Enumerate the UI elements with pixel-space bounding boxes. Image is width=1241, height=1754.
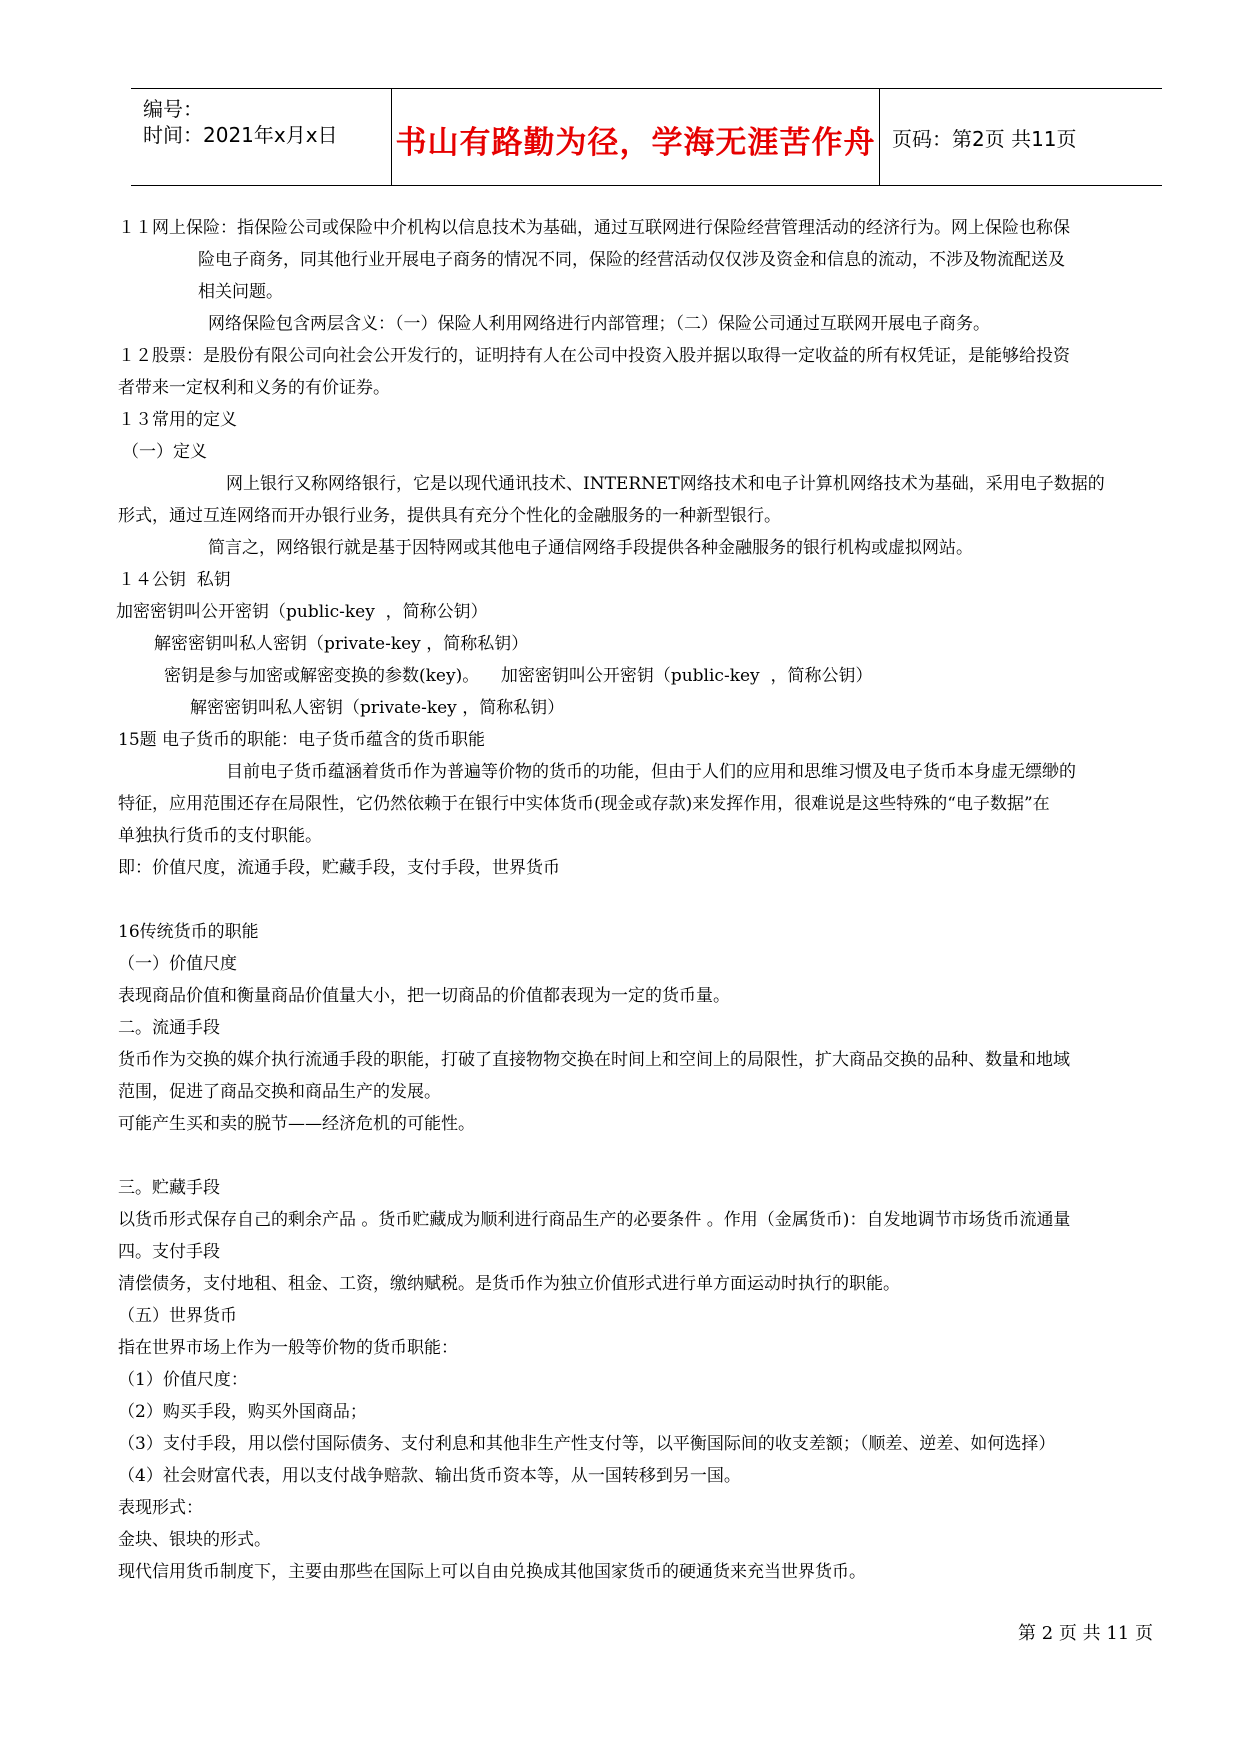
text-line: 解密密钥叫私人密钥（private-key ，简称私钥） [154,634,529,654]
header-meta-cell [131,89,392,185]
text-line: 16传统货币的职能 [118,922,259,942]
text-line: 表现商品价值和衡量商品价值量大小，把一切商品的价值都表现为一定的货币量。 [118,986,730,1006]
text-line: 二。流通手段 [118,1018,220,1038]
text-line: 15题 电子货币的职能：电子货币蕴含的货币职能 [118,730,486,750]
text-line: 单独执行货币的支付职能。 [118,826,322,846]
text-line: （一）价值尺度 [118,954,237,974]
text-line: 即：价值尺度，流通手段，贮藏手段，支付手段，世界货币 [118,858,560,878]
text-line: １１网上保险：指保险公司或保险中介机构以信息技术为基础，通过互联网进行保险经营管理活动的经济行为。网上保险也称保 [118,218,1070,238]
text-line: 三。贮藏手段 [118,1178,220,1198]
motto: 书山有路勤为径，学海无涯苦作舟 [395,125,876,161]
text-line: 形式，通过互连网络而开办银行业务，提供具有充分个性化的金融服务的一种新型银行。 [118,506,781,526]
text-line: （3）支付手段，用以偿付国际债务、支付利息和其他非生产性支付等，以平衡国际间的收支差额；（顺差、逆差、如何选择） [118,1434,1056,1454]
page-footer: 第 2 页 共 11 页 [1018,1623,1153,1644]
text-line: 四。支付手段 [118,1242,220,1262]
text-line: （五）世界货币 [118,1306,237,1326]
text-line: 加密密钥叫公开密钥（public-key ，简称公钥） [116,602,488,622]
text-line: 可能产生买和卖的脱节——经济危机的可能性。 [118,1114,475,1134]
text-line: １４公钥 私钥 [118,570,231,590]
text-line: 者带来一定权利和义务的有价证券。 [118,378,390,398]
text-line: 险电子商务，同其他行业开展电子商务的情况不同，保险的经营活动仅仅涉及资金和信息的流动，不涉及物流配送及 [198,250,1065,270]
header-motto-cell [392,89,880,185]
text-line: 特征，应用范围还存在局限性，它仍然依赖于在银行中实体货币(现金或存款)来发挥作用，很难说是这些特殊的“电子数据”在 [118,794,1050,814]
text-line: 网上银行又称网络银行，它是以现代通讯技术、INTERNET网络技术和电子计算机网络技术为基础，采用电子数据的 [226,474,1105,494]
text-line: 货币作为交换的媒介执行流通手段的职能，打破了直接物物交换在时间上和空间上的局限性，扩大商品交换的品种、数量和地域 [118,1050,1070,1070]
text-line: 解密密钥叫私人密钥（private-key ，简称私钥） [190,698,565,718]
header-page-cell [880,89,1162,185]
text-line: 密钥是参与加密或解密变换的参数(key)。 加密密钥叫公开密钥（public-key ，简称公钥） [164,666,873,686]
text-line: 网络保险包含两层含义：（一）保险人利用网络进行内部管理；（二）保险公司通过互联网开展电子商务。 [208,314,990,334]
text-line: 现代信用货币制度下，主要由那些在国际上可以自由兑换成其他国家货币的硬通货来充当世界货币。 [118,1562,866,1582]
document-header [131,88,1162,186]
document-body [118,212,1168,1588]
text-line: １３常用的定义 [118,410,237,430]
text-line: 指在世界市场上作为一般等价物的货币职能： [118,1338,458,1358]
page-label: 页码：第2页 共11页 [892,127,1077,151]
text-line: 范围，促进了商品交换和商品生产的发展。 [118,1082,441,1102]
text-line: 目前电子货币蕴涵着货币作为普遍等价物的货币的功能，但由于人们的应用和思维习惯及电子货币本身虚无缥缈的 [226,762,1076,782]
text-line: 相关问题。 [198,282,283,302]
spacer [118,1140,1168,1172]
text-line: 清偿债务，支付地租、租金、工资，缴纳赋税。是货币作为独立价值形式进行单方面运动时执行的职能。 [118,1274,900,1294]
spacer [118,884,1168,916]
text-line: （一）定义 [122,442,207,462]
text-line: 以货币形式保存自己的剩余产品 。货币贮藏成为顺利进行商品生产的必要条件 。作用（金属货币)：自发地调节市场货币流通量 [118,1210,1071,1230]
text-line: 简言之，网络银行就是基于因特网或其他电子通信网络手段提供各种金融服务的银行机构或虚拟网站。 [208,538,973,558]
text-line: （2）购买手段，购买外国商品； [118,1402,367,1422]
number-label: 编号： [143,97,203,121]
text-line: （4）社会财富代表，用以支付战争赔款、输出货币资本等，从一国转移到另一国。 [118,1466,741,1486]
time-label: 时间：2021年x月x日 [143,123,338,147]
text-line: １２股票：是股份有限公司向社会公开发行的，证明持有人在公司中投资入股并据以取得一定收益的所有权凭证，是能够给投资 [118,346,1070,366]
text-line: 金块、银块的形式。 [118,1530,271,1550]
text-line: （1）价值尺度： [118,1370,248,1390]
text-line: 表现形式： [118,1498,203,1518]
